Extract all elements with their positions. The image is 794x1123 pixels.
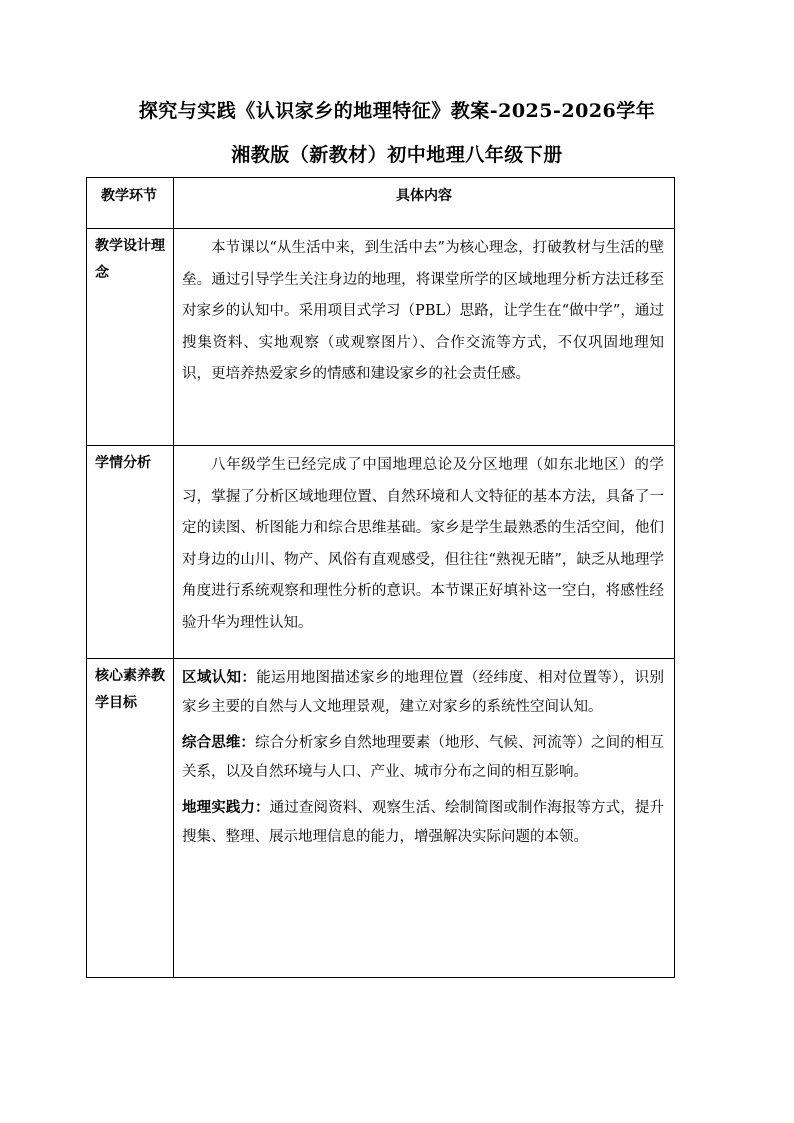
objective-term: 综合思维： [182,734,256,751]
lesson-plan-table [86,177,675,978]
row-content-core-objectives [174,659,675,978]
table-row [87,659,675,978]
objective-text: 通过查阅资料、观察生活、绘制简图或制作海报等方式，提升搜集、整理、展示地理信息的能力，增强解决实际问题的本领。 [182,800,664,845]
document-subtitle: 湘教版（新教材）初中地理八年级下册 [231,144,563,166]
objective-text: 综合分析家乡自然地理要素（地形、气候、河流等）之间的相互关系，以及自然环境与人口、产业、城市分布之间的相互影响。 [182,735,664,780]
objective-item [182,663,664,722]
row-label-learner-analysis: 学情分析 [87,446,174,659]
objective-term: 区域认知： [182,669,257,686]
header-cell-stage: 教学环节 [87,178,174,229]
objective-item [182,793,664,852]
objective-item [182,728,664,787]
document-title: 探究与实践《认识家乡的地理特征》教案-2025-2026学年 [138,100,656,122]
row-content-learner-analysis [174,446,675,659]
objective-term: 地理实践力： [182,799,270,816]
table-row [87,446,675,659]
row-label-design-concept: 教学设计理念 [87,229,174,446]
table-row [87,229,675,446]
row-label-core-objectives: 核心素养教学目标 [87,659,174,978]
row-content-design-concept [174,229,675,446]
objective-text: 能运用地图描述家乡的地理位置（经纬度、相对位置等），识别家乡主要的自然与人文地理景观，建立对家乡的系统性空间认知。 [182,670,665,715]
header-cell-content: 具体内容 [174,178,675,229]
paragraph: 八年级学生已经完成了中国地理总论及分区地理（如东北地区）的学习，掌握了分析区域地理位置、自然环境和人文特征的基本方法，具备了一定的读图、析图能力和综合思维基础。家乡是学生最熟悉的生活空间，他们对身边的山川、物产、风俗有直观感受，但往往“熟视无睹”，缺乏从地理学角度进行系统观察和理性分析的意识。本节课正好填补这一空白，将感性经验升华为理性认知。 [182,457,664,631]
paragraph: 本节课以“从生活中来，到生活中去”为核心理念，打破教材与生活的壁垒。通过引导学生关注身边的地理，将课堂所学的区域地理分析方法迁移至对家乡的认知中。采用项目式学习（PBL）思路，让学生在“做中学”，通过搜集资料、实地观察（或观察图片）、合作交流等方式，不仅巩固地理知识，更培养热爱家乡的情感和建设家乡的社会责任感。 [182,240,664,382]
table-header-row [87,178,675,229]
